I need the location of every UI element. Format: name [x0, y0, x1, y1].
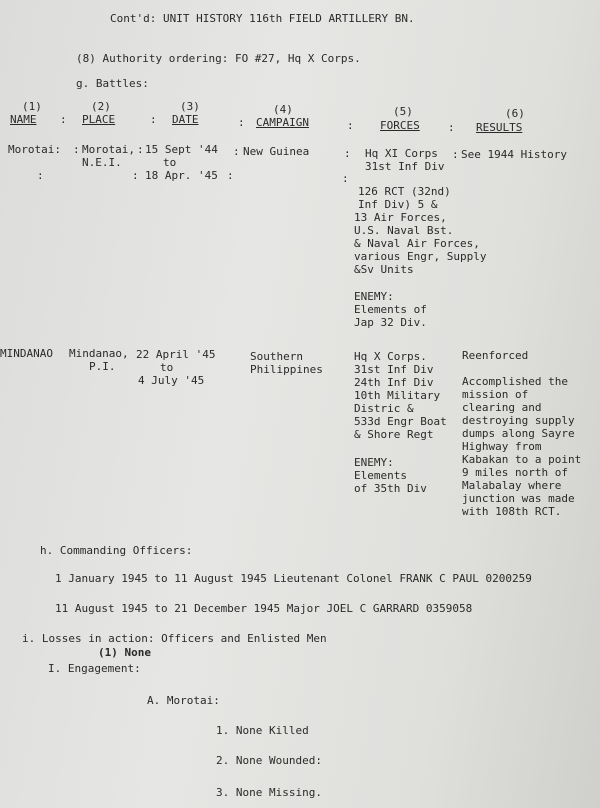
row2-results-6: dumps along Sayre: [462, 427, 575, 440]
separator: :: [344, 147, 351, 160]
row2-forces-8: ENEMY:: [354, 456, 394, 469]
losses-none: (1) None: [98, 646, 151, 659]
row1-campaign: New Guinea: [243, 145, 310, 158]
row1-results: See 1944 History: [461, 148, 567, 161]
row1-forces-11: Elements of: [354, 303, 427, 316]
battles-heading: g. Battles:: [76, 77, 149, 90]
row2-place-1: Mindanao,: [69, 347, 129, 360]
authority-line: (8) Authority ordering: FO #27, Hq X Corps.: [76, 52, 361, 65]
row2-date-3: 4 July '45: [138, 374, 205, 387]
col-label-6: RESULTS: [476, 121, 523, 134]
col-label-1: NAME: [10, 113, 37, 126]
row2-name: MINDANAO: [0, 347, 53, 360]
row2-forces-9: Elements: [354, 469, 407, 482]
row1-date-3: 18 Apr. '45: [145, 169, 218, 182]
col-num-5: (5): [393, 105, 413, 118]
separator: :: [150, 113, 157, 126]
row2-results-7: Highway from: [462, 440, 542, 453]
officers-heading: h. Commanding Officers:: [40, 544, 193, 557]
separator: :: [238, 116, 245, 129]
col-label-4: CAMPAIGN: [256, 116, 309, 129]
col-label-5: FORCES: [380, 119, 420, 132]
row2-results-2: Accomplished the: [462, 375, 568, 388]
col-num-2: (2): [91, 100, 111, 113]
officer-line-2: 11 August 1945 to 21 December 1945 Major JOEL C GARRARD 0359058: [55, 602, 473, 615]
row1-forces-7: & Naval Air Forces,: [354, 237, 480, 250]
col-num-6: (6): [505, 107, 525, 120]
engagement-heading: I. Engagement:: [48, 662, 141, 675]
row1-forces-5: 13 Air Forces,: [354, 211, 447, 224]
row2-date-2: to: [160, 361, 174, 374]
row1-forces-4: Inf Div) 5 &: [358, 198, 438, 211]
row2-results-3: mission of: [462, 388, 529, 401]
row2-campaign-1: Southern: [250, 350, 303, 363]
page-header: Cont'd: UNIT HISTORY 116th FIELD ARTILLERY BN.: [110, 12, 415, 25]
col-label-2: PLACE: [82, 113, 116, 126]
separator: :: [342, 172, 349, 185]
separator: :: [137, 143, 144, 156]
engagement-morotai: A. Morotai:: [147, 694, 220, 707]
separator: :: [132, 169, 139, 182]
row1-forces-1: Hq XI Corps: [365, 147, 438, 160]
separator: :: [73, 143, 80, 156]
row1-place-1: Morotai,: [82, 143, 135, 156]
row1-date-2: to: [163, 156, 177, 169]
row1-forces-9: &Sv Units: [354, 263, 414, 276]
col-num-1: (1): [22, 100, 42, 113]
row1-forces-8: various Engr, Supply: [354, 250, 487, 263]
loss-item-wounded: 2. None Wounded:: [216, 754, 322, 767]
row1-forces-6: U.S. Naval Bst.: [354, 224, 454, 237]
row2-place-2: P.I.: [89, 360, 116, 373]
row2-results-10: Malabalay where: [462, 479, 562, 492]
col-label-3: DATE: [172, 113, 199, 126]
separator: :: [227, 169, 234, 182]
row2-forces-1: Hq X Corps.: [354, 350, 427, 363]
row2-forces-5: Distric &: [354, 402, 414, 415]
row2-date-1: 22 April '45: [136, 348, 216, 361]
col-num-4: (4): [273, 103, 293, 116]
row2-forces-4: 10th Military: [354, 389, 441, 402]
row1-forces-10: ENEMY:: [354, 290, 394, 303]
row2-results-4: clearing and: [462, 401, 542, 414]
loss-item-killed: 1. None Killed: [216, 724, 309, 737]
row1-forces-2: 31st Inf Div: [365, 160, 445, 173]
separator: :: [452, 148, 459, 161]
officer-line-1: 1 January 1945 to 11 August 1945 Lieutenant Colonel FRANK C PAUL 0200259: [55, 572, 532, 585]
row2-forces-7: & Shore Regt: [354, 428, 434, 441]
separator: :: [448, 121, 455, 134]
row2-forces-6: 533d Engr Boat: [354, 415, 447, 428]
separator: :: [37, 169, 44, 182]
separator: :: [233, 145, 240, 158]
row2-results-11: junction was made: [462, 492, 575, 505]
row1-forces-12: Jap 32 Div.: [354, 316, 427, 329]
separator: :: [347, 119, 354, 132]
row1-forces-3: 126 RCT (32nd): [358, 185, 451, 198]
row2-results-8: Kabakan to a point: [462, 453, 582, 466]
row1-place-2: N.E.I.: [82, 156, 122, 169]
row2-forces-10: of 35th Div: [354, 482, 427, 495]
separator: :: [60, 113, 67, 126]
row1-date-1: 15 Sept '44: [145, 143, 218, 156]
loss-item-missing: 3. None Missing.: [216, 786, 322, 799]
row2-campaign-2: Philippines: [250, 363, 323, 376]
row2-results-1: Reenforced: [462, 349, 529, 362]
col-num-3: (3): [180, 100, 200, 113]
row2-forces-2: 31st Inf Div: [354, 363, 434, 376]
row2-results-12: with 108th RCT.: [462, 505, 562, 518]
losses-heading: i. Losses in action: Officers and Enlisted Men: [22, 632, 327, 645]
row2-results-9: 9 miles north of: [462, 466, 568, 479]
row2-results-5: destroying supply: [462, 414, 575, 427]
row1-name: Morotai:: [8, 143, 61, 156]
row2-forces-3: 24th Inf Div: [354, 376, 434, 389]
